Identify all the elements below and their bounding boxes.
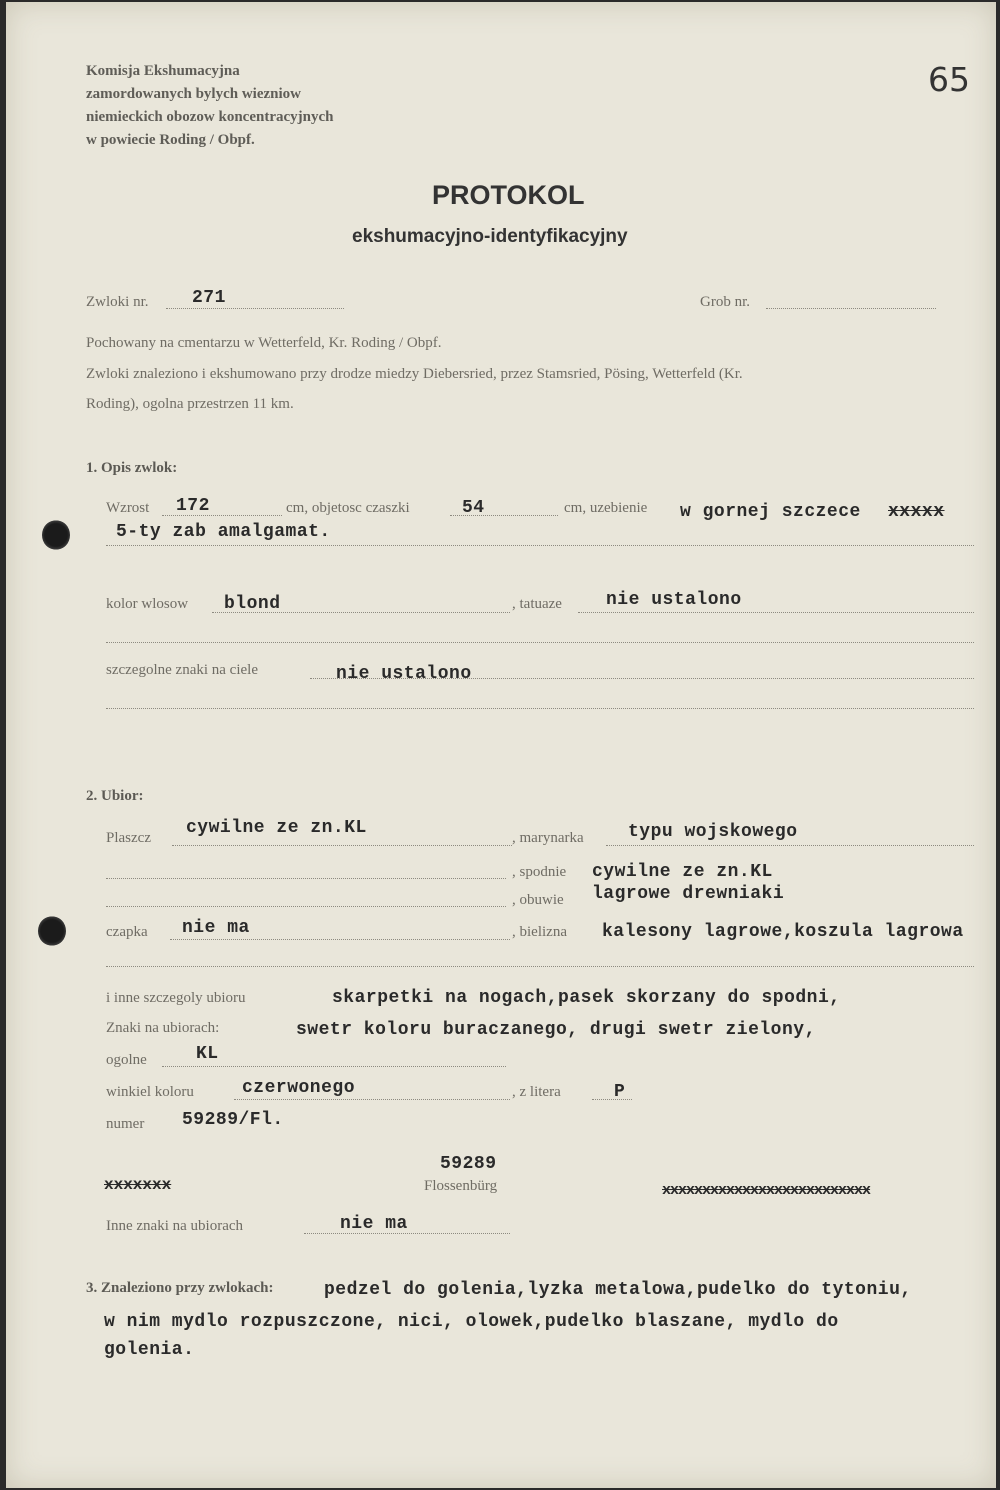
- winkiel-dotline: [234, 1099, 510, 1100]
- inne-znaki-value: nie ma: [340, 1214, 408, 1234]
- section-2-heading: 2. Ubior:: [86, 788, 144, 804]
- uzebienie-value: w gornej szczece: [680, 502, 861, 522]
- grob-label: Grob nr.: [700, 294, 750, 310]
- spodnie-label: , spodnie: [512, 864, 567, 880]
- inne-label: i inne szczegoly ubioru: [106, 990, 246, 1006]
- commission-line-4: w powiecie Roding / Obpf.: [86, 132, 255, 148]
- tatuaze-value: nie ustalono: [606, 590, 742, 610]
- document-subtitle: ekshumacyjno-identyfikacyjny: [352, 226, 628, 247]
- znaki-dotline-2: [106, 708, 974, 709]
- znaki-ubior-value: swetr koloru buraczanego, drugi swetr zielony,: [296, 1020, 816, 1040]
- obuwie-left-dotline: [106, 906, 506, 907]
- punch-hole-icon: [42, 520, 70, 550]
- grob-dotline: [766, 308, 936, 309]
- strikeout-left: xxxxxxx: [104, 1176, 172, 1194]
- zwloki-value: 271: [192, 288, 226, 308]
- opis-dotline-extra: [106, 642, 974, 643]
- commission-line-3: niemieckich obozow koncentracyjnych: [86, 109, 334, 125]
- section-1-heading: 1. Opis zwlok:: [86, 460, 178, 476]
- strikeout-right: xxxxxxxxxxxxxxxxxxxxxxxxxx: [662, 1182, 871, 1199]
- winkiel-value: czerwonego: [242, 1078, 356, 1098]
- znaki-ubior-label: Znaki na ubiorach:: [106, 1020, 220, 1036]
- uzebienie-value-2: 5-ty zab amalgamat.: [116, 522, 331, 542]
- ogolne-label: ogolne: [106, 1052, 147, 1068]
- stamp-place: Flossenbürg: [424, 1178, 498, 1194]
- kolor-value: blond: [224, 594, 281, 614]
- numer-label: numer: [106, 1116, 145, 1132]
- czaszka-value: 54: [462, 498, 485, 518]
- zwloki-dotline: [166, 308, 344, 309]
- znaleziono-value-3: golenia.: [104, 1340, 195, 1360]
- section-3-heading: 3. Znaleziono przy zwlokach:: [86, 1280, 274, 1296]
- tatuaze-label: , tatuaze: [512, 596, 562, 612]
- plaszcz-dotline: [172, 845, 512, 846]
- obuwie-label: , obuwie: [512, 892, 564, 908]
- stamp-number: 59289: [440, 1154, 497, 1174]
- wzrost-label: Wzrost: [106, 500, 150, 516]
- document-title: PROTOKOL: [432, 180, 585, 210]
- znaki-label: szczegolne znaki na ciele: [106, 662, 258, 678]
- ubior-dotline-extra: [106, 966, 974, 967]
- uzebienie-strikeout: xxxxx: [888, 502, 945, 522]
- marynarka-dotline: [606, 845, 974, 846]
- kolor-label: kolor wlosow: [106, 596, 189, 612]
- marynarka-value: typu wojskowego: [628, 822, 798, 842]
- czapka-value: nie ma: [182, 918, 250, 938]
- znaki-value: nie ustalono: [336, 664, 472, 684]
- wzrost-value: 172: [176, 496, 210, 516]
- protocol-page: [6, 2, 996, 1488]
- litera-label: , z litera: [512, 1084, 561, 1100]
- znaleziono-line-2: Roding), ogolna przestrzen 11 km.: [86, 396, 294, 412]
- objetosc-label: cm, objetosc czaszki: [286, 500, 410, 516]
- litera-value: P: [614, 1082, 626, 1102]
- spodnie-value: cywilne ze zn.KL: [592, 862, 773, 882]
- numer-value: 59289/Fl.: [182, 1110, 284, 1130]
- marynarka-label: , marynarka: [512, 830, 584, 846]
- page-number: 65: [928, 60, 970, 99]
- uzebienie-label: cm, uzebienie: [564, 500, 648, 516]
- inne-znaki-label: Inne znaki na ubiorach: [106, 1218, 244, 1234]
- bielizna-value: kalesony lagrowe,koszula lagrowa: [602, 922, 964, 942]
- inne-value: skarpetki na nogach,pasek skorzany do spodni,: [332, 988, 841, 1008]
- ogolne-dotline: [162, 1066, 506, 1067]
- bielizna-label: , bielizna: [512, 924, 567, 940]
- obuwie-value: lagrowe drewniaki: [592, 884, 785, 904]
- ogolne-value: KL: [196, 1044, 219, 1064]
- uzebienie-dotline-2: [106, 545, 974, 546]
- pochowany-text: Pochowany na cmentarzu w Wetterfeld, Kr. Roding / Obpf.: [86, 335, 442, 351]
- znaleziono-value-2: w nim mydlo rozpuszczone, nici, olowek,pudelko blaszane, mydlo do: [104, 1312, 839, 1332]
- winkiel-label: winkiel koloru: [106, 1084, 194, 1100]
- punch-hole-icon: [38, 916, 66, 946]
- znaleziono-value-1: pedzel do golenia,lyzka metalowa,pudelko do tytoniu,: [324, 1280, 912, 1300]
- litera-dotline: [592, 1099, 632, 1100]
- commission-line-2: zamordowanych bylych wiezniow: [86, 86, 301, 102]
- tatuaze-dotline: [578, 612, 974, 613]
- zwloki-label: Zwloki nr.: [86, 294, 149, 310]
- czapka-label: czapka: [106, 924, 148, 940]
- spodnie-left-dotline: [106, 878, 506, 879]
- commission-line-1: Komisja Ekshumacyjna: [86, 63, 240, 79]
- plaszcz-label: Plaszcz: [106, 830, 151, 846]
- znaleziono-line-1: Zwloki znaleziono i ekshumowano przy drodze miedzy Diebersried, przez Stamsried, Pösing, Wetterfeld (Kr.: [86, 366, 743, 382]
- plaszcz-value: cywilne ze zn.KL: [186, 818, 367, 838]
- czapka-dotline: [170, 939, 510, 940]
